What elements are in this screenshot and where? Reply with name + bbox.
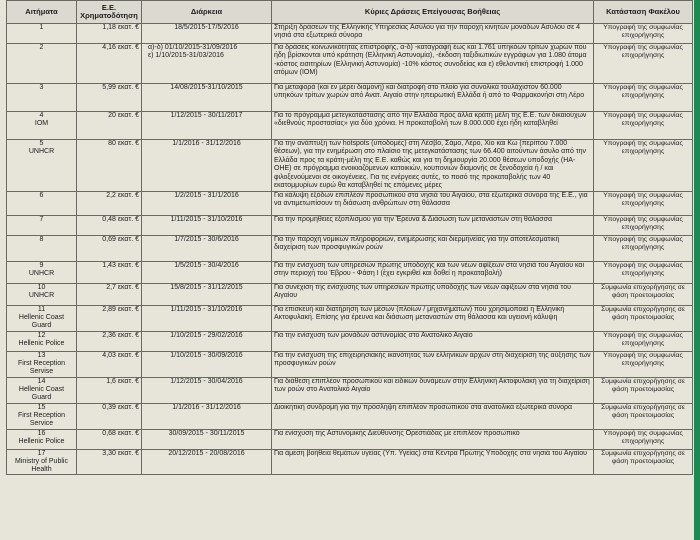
table-row — [7, 24, 693, 44]
table-row — [7, 306, 693, 332]
request-number: 7 — [39, 216, 44, 223]
request-number: 8 — [39, 236, 44, 243]
cell-actions: Για συνέχιση της ενίσχυσης των υπηρεσιών πρώτης υποδοχής των νέων αφίξεων στα νησιά του Αιγαίου — [272, 284, 594, 306]
cell-amount: 0,69 εκατ. € — [77, 236, 142, 262]
cell-duration — [142, 378, 272, 404]
cell-status: Συμφωνία επιχορήγησης σε φάση προετοιμασίας — [594, 404, 693, 430]
cell-request-id — [7, 262, 77, 284]
cell-status: Συμφωνία επιχορήγησης σε φάση προετοιμασίας — [594, 284, 693, 306]
cell-duration — [142, 44, 272, 84]
request-number: 6 — [39, 192, 44, 199]
request-number: 17 — [37, 450, 46, 457]
cell-status: Υπογραφή της συμφωνίας επιχορήγησης — [594, 24, 693, 44]
header-id: Αιτήματα — [7, 1, 77, 24]
cell-duration — [142, 24, 272, 44]
cell-request-id — [7, 378, 77, 404]
table-row — [7, 84, 693, 112]
cell-duration — [142, 262, 272, 284]
cell-actions: Για άμεση βοήθεια θεμάτων υγείας (Υπ. Υγείας) στα Κέντρα Πρώτης Υποδοχής στα νησιά του Αιγαίου — [272, 450, 594, 475]
organisation-name: UNHCR — [28, 270, 55, 278]
cell-actions: Για κάλυψη εξόδων επιπλέον προσωπικού στα νησιά του Αιγαίου, στα εξωτερικά σύνορα της Ε.Ε., για να αντιμετωπίσουν τη διάσωση ανθρώπων στη θάλασσα — [272, 192, 594, 216]
organisation-name: UNHCR — [28, 148, 55, 156]
table-row — [7, 378, 693, 404]
cell-duration — [142, 284, 272, 306]
cell-amount: 4,03 εκατ. € — [77, 352, 142, 378]
table-header-row — [7, 1, 693, 24]
cell-amount: 2,89 εκατ. € — [77, 306, 142, 332]
cell-amount: 5,99 εκατ. € — [77, 84, 142, 112]
duration-period: 1/11/2015 - 31/10/2016 — [170, 216, 243, 223]
request-number: 2 — [39, 44, 44, 51]
request-number: 12 — [37, 332, 46, 339]
cell-status: Υπογραφή της συμφωνίας επιχορήγησης — [594, 192, 693, 216]
page-edge-strip — [694, 0, 700, 540]
cell-duration — [142, 352, 272, 378]
cell-amount: 0,68 εκατ. € — [77, 430, 142, 450]
table-row — [7, 450, 693, 475]
duration-period: 30/09/2015 - 30/11/2015 — [168, 430, 245, 437]
request-number: 1 — [39, 24, 44, 31]
duration-period: 1/1/2016 - 31/12/2016 — [172, 404, 241, 411]
organisation-name: First Reception Servise — [17, 360, 66, 376]
request-number: 14 — [37, 378, 46, 385]
cell-request-id — [7, 84, 77, 112]
cell-request-id — [7, 404, 77, 430]
cell-duration — [142, 112, 272, 140]
cell-request-id — [7, 352, 77, 378]
duration-period: 20/12/2015 - 20/08/2016 — [168, 450, 245, 457]
cell-amount: 80 εκατ. € — [77, 140, 142, 192]
cell-request-id — [7, 192, 77, 216]
cell-request-id — [7, 140, 77, 192]
table-row — [7, 332, 693, 352]
cell-actions: Για επισκευή και διατήρηση των μέσων (πλοίων / μηχανημάτων) που χρησιμοποιεί η Ελληνική Ακτοφυλακή. Επίσης για έρευνα και διάσωση μεταναστών στη θάλασσα και υγειονή κάλυψη — [272, 306, 594, 332]
cell-status: Υπογραφή της συμφωνίας επιχορήγησης — [594, 140, 693, 192]
request-number: 9 — [39, 262, 44, 269]
cell-status: Υπογραφή της συμφωνίας επιχορήγησης — [594, 236, 693, 262]
cell-request-id — [7, 236, 77, 262]
duration-period: 15/8/2015 - 31/12/2015 — [170, 284, 243, 291]
funding-table — [6, 0, 693, 475]
organisation-name: Hellenic Police — [18, 340, 65, 348]
request-number: 15 — [37, 404, 46, 411]
table-row — [7, 112, 693, 140]
cell-actions: Για το πρόγραμμα μετεγκατάστασης από την Ελλάδα προς άλλα κράτη μέλη της Ε.Ε. των δικαιούχων «διεθνούς προστασίας» για δύο χρόνια. Η προκαταβολή των 8.000.000 έχει ήδη καταβληθεί — [272, 112, 594, 140]
cell-actions: Για την ενίσχυση των υπηρεσιών πρώτης υποδοχής και των νέων αφίξεων στα νησιά του Αιγαίου και στην περιοχή του Έβρου - Φάση Ι (έχει εγκριθεί και δοθεί η προκαταβολή) — [272, 262, 594, 284]
cell-request-id — [7, 306, 77, 332]
duration-period: 1/2/2015 - 31/1/2016 — [174, 192, 239, 199]
header-status: Κατάσταση Φακέλου — [594, 1, 693, 24]
request-number: 5 — [39, 140, 44, 147]
cell-status: Υπογραφή της συμφωνίας επιχορήγησης — [594, 430, 693, 450]
duration-period: 1/11/2015 - 31/10/2016 — [170, 306, 243, 313]
table-row — [7, 352, 693, 378]
duration-period: α)-δ) 01/10/2015-31/09/2016 — [148, 44, 238, 51]
cell-actions: Για την ανάπτυξη των hotspots (υποδομές) στη Λέσβο, Σάμο, Λέρο, Χίο και Κω (περίπου 7.000 θέσεων), για την ενημέρωση στο πλαίσιο της μετεγκατάστασης των 66.400 αιτούντων άσυλο από την Ελλάδα προς τα κράτη-μέλη της Ε.Ε. καθώς και για τη δημιουργία 20.000 θέσεων υποδοχής (ΗΑ-ΟΗΕ) σε πρόγραμμα ενοικιαζόμενων κατοικιών, κουπονιών διαμονής σε ξενοδοχεία ή / και φιλοξενούμενοι σε οικογένειες. Για τις ενέργειες αυτές, το ποσό της προκαταβολής των 40 εκατομμυρίων ευρώ θα καταβληθεί τις επόμενες μέρες — [272, 140, 594, 192]
table-row — [7, 140, 693, 192]
header-actions: Κύριες Δράσεις Επείγουσας Βοήθειας — [272, 1, 594, 24]
cell-duration — [142, 404, 272, 430]
cell-amount: 1,18 εκατ. € — [77, 24, 142, 44]
table-row — [7, 430, 693, 450]
request-number: 10 — [37, 284, 46, 291]
organisation-name: UNHCR — [28, 292, 55, 300]
duration-period: 1/1/2016 - 31/12/2016 — [172, 140, 241, 147]
cell-amount: 20 εκατ. € — [77, 112, 142, 140]
cell-request-id — [7, 332, 77, 352]
cell-amount: 0,48 εκατ. € — [77, 216, 142, 236]
cell-amount: 4,16 εκατ. € — [77, 44, 142, 84]
cell-status: Συμφωνία επιχορήγησης σε φάση προετοιμασίας — [594, 306, 693, 332]
cell-duration — [142, 306, 272, 332]
cell-actions: Στήριξη δράσεων της Ελληνικής Υπηρεσίας Ασύλου για την παροχή κινητών μονάδων Ασύλου σε 4 νησιά στα εξωτερικά σύνορα — [272, 24, 594, 44]
duration-period: 1/12/2015 - 30/11/2017 — [170, 112, 243, 119]
cell-actions: Για διάθεση επιπλέον προσωπικού και ειδικών δυνάμεων στην Ελληνική Ακτοφυλακή για τη διαχείριση των ροών στο Ανατολικό Αιγαίο — [272, 378, 594, 404]
cell-actions: Για την ενίσχυση των μονάδων αστυνομίας στο Ανατολικό Αιγαίο — [272, 332, 594, 352]
organisation-name: Hellenic Coast Guard — [18, 386, 65, 402]
cell-request-id — [7, 24, 77, 44]
cell-status: Συμφωνία επιχορήγησης σε φάση προετοιμασίας — [594, 450, 693, 475]
cell-duration — [142, 430, 272, 450]
cell-actions: Για δράσεις κοινωνικότητας επιστροφής, α-δ) -καταγραφή έως και 1.761 υπηκόων τρίτων χωρών που ήδη βρίσκονται υπό κράτηση (Ελληνική Αστυνομία), -έκδοση ταξιδιωτικών εγγράφων για 1.080 άτομα -κόστος εισιτηρίων (Ελληνική Αστυνομία) -10% κόστος συνοδείας και ε) εθελοντική επιστροφή 1.000 ατόμων (ΙΟΜ) — [272, 44, 594, 84]
request-number: 16 — [37, 430, 46, 437]
cell-status: Υπογραφή της συμφωνίας επιχορήγησης — [594, 262, 693, 284]
duration-period: 1/5/2015 - 30/4/2016 — [174, 262, 239, 269]
cell-amount: 2,36 εκατ. € — [77, 332, 142, 352]
cell-status: Υπογραφή της συμφωνίας επιχορήγησης — [594, 112, 693, 140]
duration-period: 1/12/2015 - 30/04/2016 — [170, 378, 243, 385]
cell-duration — [142, 140, 272, 192]
table-row — [7, 262, 693, 284]
table-row — [7, 192, 693, 216]
cell-actions: Διοικητική συνδρομή για την πρόσληψη επιπλέον προσωπικού στα ανατολικά εξωτερικά σύνορα — [272, 404, 594, 430]
cell-duration — [142, 332, 272, 352]
cell-duration — [142, 236, 272, 262]
cell-request-id — [7, 450, 77, 475]
request-number: 4 — [39, 112, 44, 119]
table-row — [7, 404, 693, 430]
cell-duration — [142, 192, 272, 216]
organisation-name: Ministry of Public Health — [15, 458, 68, 474]
organisation-name: IOM — [34, 120, 49, 128]
cell-status: Υπογραφή της συμφωνίας επιχορήγησης — [594, 84, 693, 112]
cell-amount: 3,30 εκατ. € — [77, 450, 142, 475]
duration-period: 1/7/2015 - 30/6/2016 — [174, 236, 239, 243]
duration-period: 1/10/2015 - 30/09/2016 — [170, 352, 243, 359]
duration-period: 18/5/2015-17/5/2016 — [174, 24, 239, 31]
cell-duration — [142, 216, 272, 236]
duration-period: ε) 1/10/2015-31/03/2016 — [148, 52, 224, 60]
cell-actions: Για την παροχή νομικών πληροφοριών, ενημέρωσης και διερμηνείας για την αποτελεσματική διαχείριση των προσφυγικών ροών — [272, 236, 594, 262]
cell-request-id — [7, 216, 77, 236]
cell-status: Υπογραφή της συμφωνίας επιχορήγησης — [594, 216, 693, 236]
organisation-name: First Reception Service — [17, 412, 66, 428]
cell-actions: Για την προμήθειες εξοπλισμού για την Έρευνα & Διάσωση των μεταναστών στη θάλασσα — [272, 216, 594, 236]
cell-request-id — [7, 44, 77, 84]
duration-period: 14/08/2015-31/10/2015 — [170, 84, 243, 91]
cell-amount: 0,39 εκατ. € — [77, 404, 142, 430]
request-number: 3 — [39, 84, 44, 91]
cell-request-id — [7, 430, 77, 450]
table-row — [7, 44, 693, 84]
cell-actions: Για την ενίσχυση της επιχειρησιακής ικανότητας των ελληνικών αρχών στη διαχείριση της αύξησης των προσφυγικών ροών — [272, 352, 594, 378]
cell-request-id — [7, 112, 77, 140]
cell-amount: 1,6 εκατ. € — [77, 378, 142, 404]
cell-status: Υπογραφή της συμφωνίας επιχορήγησης — [594, 352, 693, 378]
request-number: 13 — [37, 352, 46, 359]
cell-status: Υπογραφή της συμφωνίας επιχορήγησης — [594, 332, 693, 352]
header-amount: Ε.Ε. Χρηματοδότηση — [77, 1, 142, 24]
header-duration: Διάρκεια — [142, 1, 272, 24]
cell-duration — [142, 84, 272, 112]
cell-actions: Για μεταφορά (και εν μέρει διαμονή) και διατροφή στο πλοίο για συνολικά τουλάχιστον 60.000 υπηκόων τρίτων χωρών από Ανατ. Αιγαίο στην ηπειρωτική Ελλάδα ή από το Φαρμακονήσι στη Λέρο — [272, 84, 594, 112]
organisation-name: Hellenic Coast Guard — [18, 314, 65, 330]
table-row — [7, 216, 693, 236]
cell-status: Υπογραφή της συμφωνίας επιχορήγησης — [594, 44, 693, 84]
table-row — [7, 284, 693, 306]
cell-actions: Για ενίσχυση της Αστυνομικής Διεύθυνσης Ορεστιάδας με επιπλέον προσωπικό — [272, 430, 594, 450]
cell-amount: 2,7 εκατ. € — [77, 284, 142, 306]
organisation-name: Hellenic Police — [18, 438, 65, 446]
request-number: 11 — [37, 306, 46, 313]
cell-amount: 2,2 εκατ. € — [77, 192, 142, 216]
cell-request-id — [7, 284, 77, 306]
cell-duration — [142, 450, 272, 475]
table-row — [7, 236, 693, 262]
cell-amount: 1,43 εκατ. € — [77, 262, 142, 284]
duration-period: 1/10/2015 - 29/02/2016 — [170, 332, 243, 339]
cell-status: Συμφωνία επιχορήγησης σε φάση προετοιμασίας — [594, 378, 693, 404]
